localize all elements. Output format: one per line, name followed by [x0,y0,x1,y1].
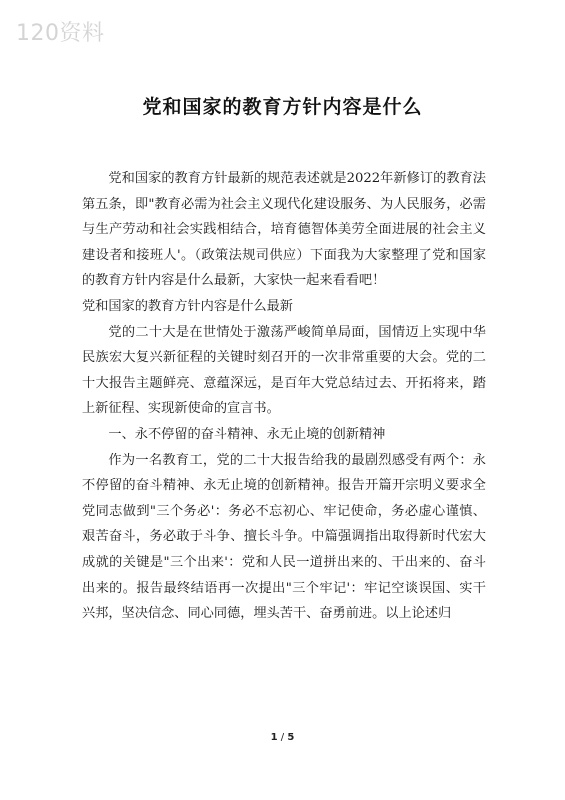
page-total: 5 [287,732,295,743]
section-subtitle: 党和国家的教育方针内容是什么最新 [82,298,293,314]
page-number [0,732,565,743]
section-heading: 一、永不停留的奋斗精神、永无止境的创新精神 [108,426,386,442]
body-paragraph: 作为一名教育工，党的二十大报告给我的最剧烈感受有两个：永不停留的奋斗精神、永无止境的创新精神。报告开篇开宗明义要求全党同志做到"三个务必'：务必不忘初心、牢记使命，务必虚心谨慎、艰苦奋斗，务必敢于斗争、擅长斗争。中篇强调指出取得新时代宏大成就的关键是"三个出来'：党和人民一道拼出来的、干出来的、奋斗出来的。报告最终结语再一次提出"三个牢记'：牢记空谈误国、实干兴邦，坚决信念、同心同德，埋头苦干、奋勇前进。以上论述归 [82,452,486,622]
page-separator: / [277,732,288,743]
document-title: 党和国家的教育方针内容是什么 [142,96,423,118]
body-paragraph: 党和国家的教育方针最新的规范表述就是2022年新修订的教育法第五条，即"教育必需为社会主义现代化建设服务、为人民服务，必需与生产劳动和社会实践相结合，培育德智体美劳全面进展的社会主义建设者和接班人'。（政策法规司供应）下面我为大家整理了党和国家的教育方针内容是什么最新，大家快一起来看看吧！ [82,171,486,289]
body-paragraph: 党的二十大是在世情处于激荡严峻简单局面，国情迈上实现中华民族宏大复兴新征程的关键时刻召开的一次非常重要的大会。党的二十大报告主题鲜亮、意蕴深远，是百年大党总结过去、开拓将来，踏上新征程、实现新使命的宣言书。 [82,324,486,417]
document-body [82,166,486,627]
page-current: 1 [270,732,278,743]
watermark-logo: 120资料 [16,21,105,46]
